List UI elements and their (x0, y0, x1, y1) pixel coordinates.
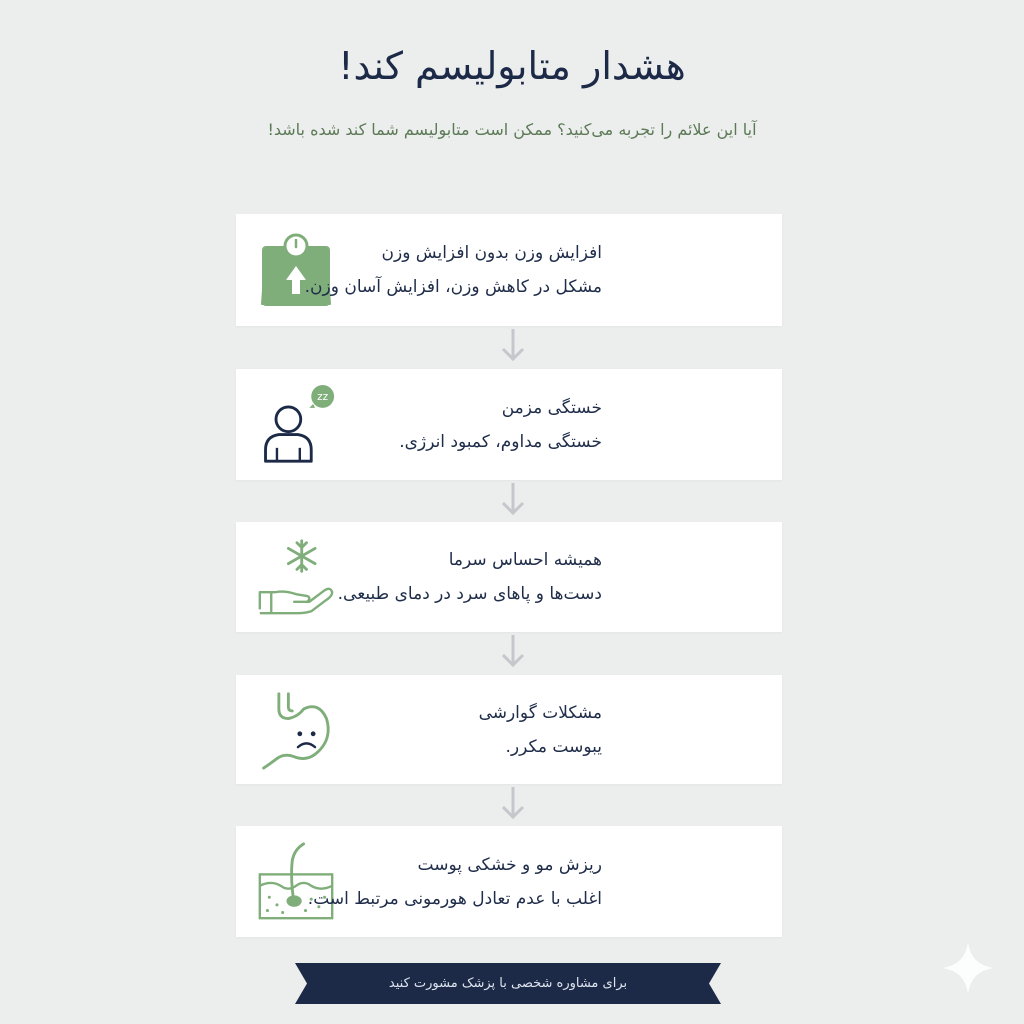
symptom-label: همیشه احساس سرما (448, 550, 602, 570)
symptom-text (356, 369, 602, 480)
page-title: هشدار متابولیسم کند! (338, 44, 686, 88)
symptom-text (304, 214, 602, 326)
tired-person-icon (256, 385, 336, 465)
symptom-description: خستگی مداوم، کمبود انرژی. (399, 431, 602, 452)
arrow-down-icon (499, 481, 527, 517)
weight-up-icon (256, 230, 336, 310)
consult-banner-text: برای مشاوره شخصی با پزشک مشورت کنید (388, 976, 628, 991)
symptom-card-cold (236, 522, 782, 632)
symptom-label: مشکلات گوارشی (478, 702, 602, 723)
symptom-description: مشکل در کاهش وزن، افزایش آسان وزن. (304, 277, 602, 297)
symptom-card-fatigue (236, 369, 782, 480)
cold-hand-snowflake-icon (256, 537, 336, 617)
symptom-label: خستگی مزمن (501, 397, 602, 418)
symptom-text (356, 675, 602, 784)
symptom-card-weight (236, 214, 782, 326)
symptom-label: افزایش وزن بدون افزایش وزن (381, 243, 602, 263)
page-subtitle: آیا این علائم را تجربه می‌کنید؟ ممکن است متابولیسم شما کند شده باشد! (267, 120, 757, 139)
sparkle-icon (940, 940, 996, 996)
symptom-card-hair-skin (236, 826, 782, 937)
arrow-down-icon (499, 327, 527, 363)
arrow-down-icon (499, 633, 527, 669)
symptom-label: ریزش مو و خشکی پوست (417, 854, 602, 875)
symptom-card-digestive (236, 675, 782, 784)
arrow-down-icon (499, 785, 527, 821)
symptom-description: یبوست مکرر. (505, 736, 602, 757)
sad-stomach-icon (256, 690, 336, 770)
symptom-text (307, 826, 602, 937)
consult-banner (295, 963, 721, 1004)
svg-text:zz: zz (317, 390, 329, 403)
hair-skin-icon (256, 842, 336, 922)
symptom-description: اغلب با عدم تعادل هورمونی مرتبط است. (307, 888, 602, 909)
symptom-text (337, 522, 602, 632)
symptom-description: دست‌ها و پاهای سرد در دمای طبیعی. (337, 584, 602, 604)
